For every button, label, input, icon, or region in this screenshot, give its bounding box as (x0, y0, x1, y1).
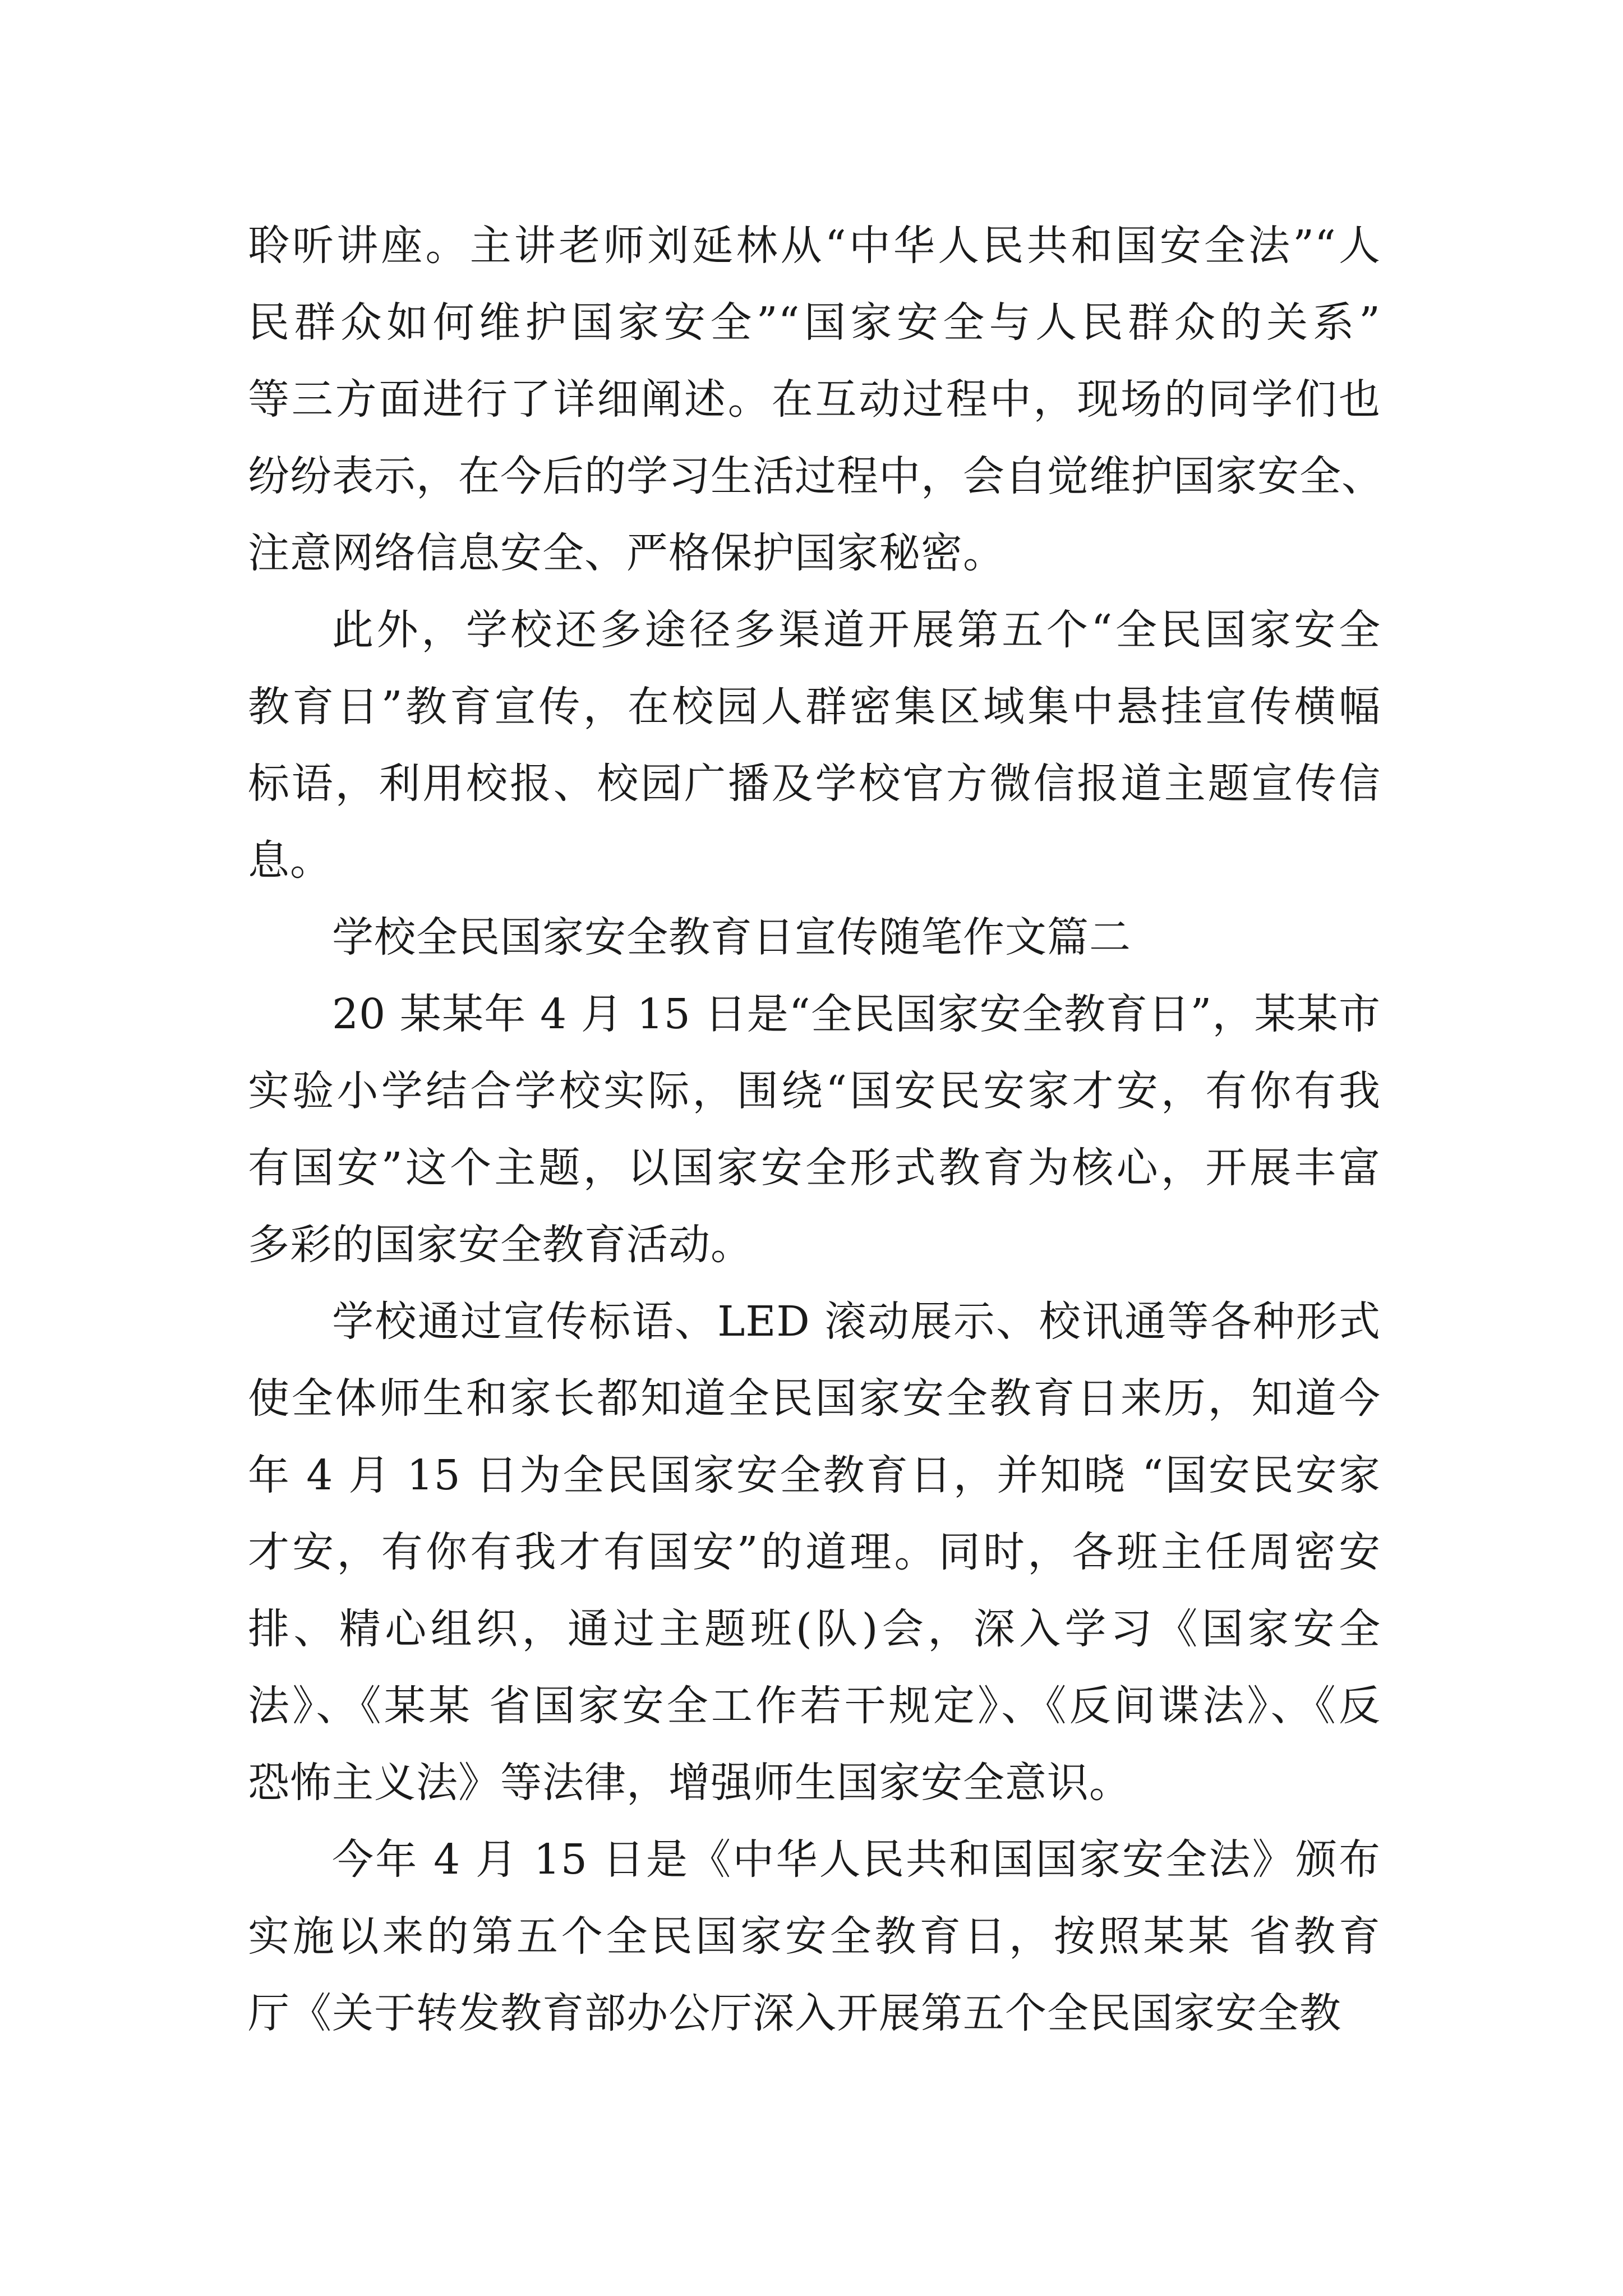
text-line: 厅《关于转发教育部办公厅深入开展第五个全民国家安全教 (248, 1989, 1341, 2037)
text-line: 排、精心组织，通过主题班(队)会，深入学习《国家安全 (248, 1605, 1381, 1653)
text-line: 标语，利用校报、校园广播及学校官方微信报道主题宣传信 (248, 760, 1381, 808)
para-led (248, 1283, 1381, 1821)
text-line: 注意网络信息安全、严格保护国家秘密。 (248, 529, 1005, 577)
text-line: 恐怖主义法》等法律，增强师生国家安全意识。 (248, 1759, 1131, 1807)
text-line: 才安，有你有我才有国安”的道理。同时，各班主任周密安 (248, 1528, 1381, 1576)
text-line: 聆听讲座。主讲老师刘延林从“中华人民共和国安全法”“人 (248, 222, 1381, 270)
para-lecture (248, 208, 1384, 592)
text-line: 等三方面进行了详细阐述。在互动过程中，现场的同学们也 (248, 375, 1381, 424)
text-line: 学校全民国家安全教育日宣传随笔作文篇二 (332, 913, 1131, 961)
text-line: 学校通过宣传标语、LED 滚动展示、校讯通等各种形式 (332, 1297, 1381, 1346)
text-line: 实验小学结合学校实际，围绕“国安民安家才安，有你有我 (248, 1067, 1381, 1115)
text-line: 民群众如何维护国家安全”“国家安全与人民群众的关系” (248, 298, 1381, 347)
text-line: 纷纷表示，在今后的学习生活过程中，会自觉维护国家安全、 (248, 452, 1384, 500)
para-fifth-day (248, 1821, 1381, 2052)
section-heading (248, 899, 1381, 976)
para-april-15 (248, 976, 1381, 1283)
text-line: 法》、《某某 省国家安全工作若干规定》、《反间谍法》、《反 (248, 1682, 1381, 1730)
text-line: 今年 4 月 15 日是《中华人民共和国国家安全法》颁布 (332, 1835, 1381, 1884)
text-line: 实施以来的第五个全民国家安全教育日，按照某某 省教育 (248, 1912, 1381, 1961)
text-line: 使全体师生和家长都知道全民国家安全教育日来历，知道今 (248, 1374, 1381, 1423)
document-body (248, 208, 1384, 2052)
text-line: 年 4 月 15 日为全民国家安全教育日，并知晓 “国安民安家 (248, 1451, 1381, 1499)
text-line: 息。 (248, 836, 332, 885)
text-line: 有国安”这个主题，以国家安全形式教育为核心，开展丰富 (248, 1144, 1381, 1192)
text-line: 此外，学校还多途径多渠道开展第五个“全民国家安全 (332, 606, 1381, 654)
text-line: 多彩的国家安全教育活动。 (248, 1221, 753, 1269)
text-line: 20 某某年 4 月 15 日是“全民国家安全教育日”，某某市 (332, 990, 1381, 1038)
text-line: 教育日”教育宣传，在校园人群密集区域集中悬挂宣传横幅 (248, 683, 1381, 731)
para-publicity (248, 592, 1381, 899)
